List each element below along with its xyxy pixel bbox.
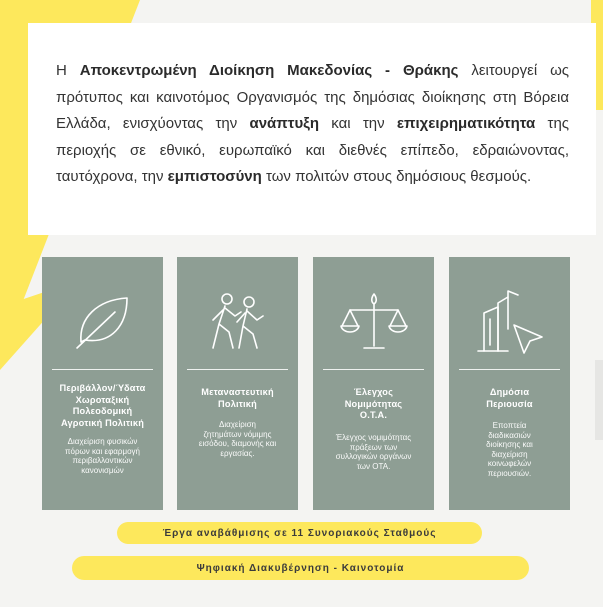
pill-label: Έργα αναβάθμισης σε 11 Συνοριακούς Σταθμούς [162,527,437,539]
leaf-icon [42,277,163,367]
policy-cards [42,257,563,510]
intro-org-name: Αποκεντρωμένη Διοίκηση Μακεδονίας - Θράκης [79,62,459,79]
intro-text-part: και την [319,115,397,132]
card-description: Έλεγχος νομιμότητας πράξεων των συλλογικών οργάνων των ΟΤΑ. [335,433,412,471]
intro-keyword-trust: εμπιστοσύνη [167,168,262,185]
card-description: Διαχείριση φυσικών πόρων και εφαρμογή περιβαλλοντικών κανονισμών [65,437,140,475]
public-property-icon [449,277,570,367]
pill-border-stations[interactable] [117,522,482,544]
migration-people-icon [177,277,298,367]
intro-text-part: Η [56,62,80,79]
card-migration[interactable] [177,257,298,510]
card-divider [187,369,288,370]
card-divider [459,369,560,370]
scales-icon [313,277,434,367]
intro-text-part: της περιοχής σε εθνικό, ευρωπαϊκό και διεθνές επίπεδο, εδραιώνοντας, ταυτόχρονα, την [56,115,570,185]
card-title: Μεταναστευτική Πολιτική [201,387,274,409]
card-title: Περιβάλλον/Ύδατα Χωροταξική Πολεοδομική Αγροτική Πολιτική [59,383,146,428]
decor-grey-edge [595,360,603,440]
pill-digital-governance[interactable] [72,556,529,580]
card-description: Διαχείριση ζητημάτων νόμιμης εισόδου, διαμονής και εργασίας. [198,420,277,458]
intro-keyword-entrepreneurship: επιχειρηματικότητα [396,115,536,132]
card-environment[interactable] [42,257,163,510]
card-divider [52,369,153,370]
card-title: Έλεγχος Νομιμότητας Ο.Τ.Α. [344,387,403,420]
card-legality-control[interactable] [313,257,434,510]
intro-keyword-development: ανάπτυξη [249,115,320,132]
intro-text-part: λειτουργεί ως πρότυπος και καινοτόμος Οργανισμός της δημόσιας διοίκησης στη Βόρεια Ελλάδα, ενισχύοντας την [56,62,570,132]
pill-label: Ψηφιακή Διακυβέρνηση - Καινοτομία [196,562,405,574]
card-title: Δημόσια Περιουσία [486,387,533,409]
card-public-property[interactable] [449,257,570,510]
card-description: Εποπτεία διαδικασιών διοίκησης και διαχείριση κοινωφελών περιουσιών. [486,421,533,478]
intro-paragraph [56,58,569,191]
intro-text-part: των πολιτών στους δημόσιους θεσμούς. [261,168,532,185]
card-divider [323,369,424,370]
